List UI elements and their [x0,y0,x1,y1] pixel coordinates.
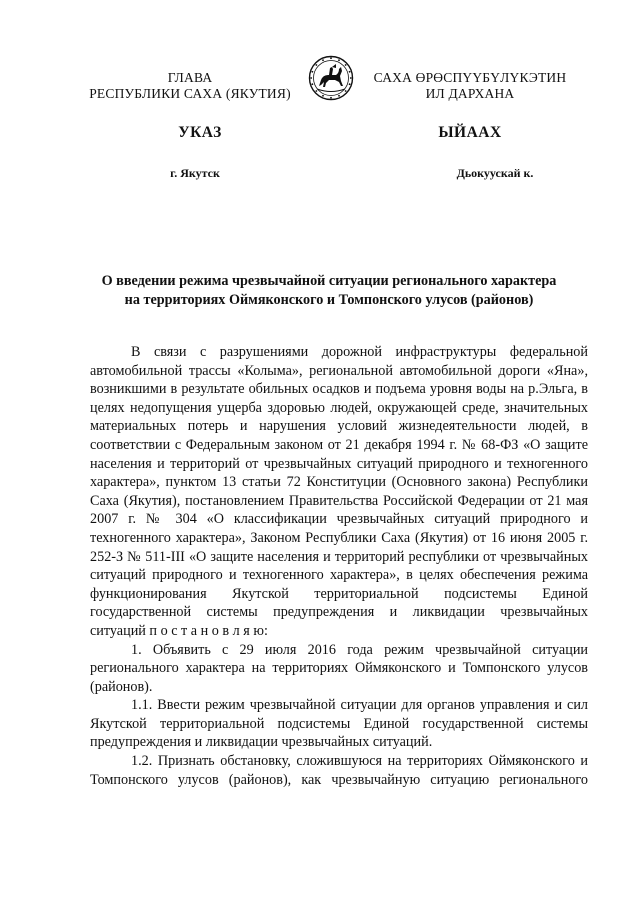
paragraph-item-1-1: 1.1. Ввести режим чрезвычайной ситуации для органов управления и сил Якутской территориальной подсистемы Единой государственной системы предупреждения и ликвидации чрезвычайных ситуаций. [90,697,588,751]
document-body [90,343,588,789]
header-left [70,70,310,102]
header-right-line1: САХА ӨРӨСПҮҮБҮЛҮКЭТИН [373,70,567,85]
header-left-line1: ГЛАВА [167,70,213,85]
city-yakutsk: г. Якутск [170,166,220,180]
title-yyaakh: ЫЙААХ [438,124,502,141]
city-dyokuuskay: Дьокуускай к. [456,166,534,180]
document-title [80,272,578,309]
paragraph-preamble: В связи с разрушениями дорожной инфраструктуры федеральной автомобильной трассы «Колыма», региональной автомобильной дороги «Яна», возникшими в результате обильных осадков и подъема уровня воды на р.Эльга, в целях недопущения ущерба здоровью людей, окружающей среде, значительных материальных потерь и нарушения условий жизнедеятельности людей, в соответствии с Федеральным законом от 21 декабря 1994 г. № 68-ФЗ «О защите населения и территорий от чрезвычайных ситуаций природного и техногенного характера», пунктом 13 статьи 72 Конституции (Основного закона) Республики Саха (Якутия), постановлением Правительства Российской Федерации от 21 мая 2007 г. № 304 «О классификации чрезвычайных ситуаций природного и техногенного характера», Законом Республики Саха (Якутия) от 16 июня 2005 г. 252-З № 511-III «О защите населения и территорий республики от чрезвычайных ситуаций природного и техногенного характера», в целях обеспечения режима функционирования Якутской территориальной подсистемы Единой государственной системы предупреждения и ликвидации чрезвычайных ситуаций п о с т а н о в л я ю: [90,344,588,639]
title-ukaz: УКАЗ [178,124,222,141]
header-right-line2: ИЛ ДАРХАНА [425,86,515,101]
paragraph-item-1-2: 1.2. Признать обстановку, сложившуюся на территориях Оймяконского и Томпонского улусов (районов), как чрезвычайную ситуацию регионального [90,753,588,788]
paragraph-item-1: 1. Объявить с 29 июля 2016 года режим чрезвычайной ситуации регионального характера на территориях Оймяконского и Томпонского улусов (районов). [90,641,588,695]
document-title-line1: О введении режима чрезвычайной ситуации регионального характера [101,273,557,289]
document-title-line2: на территориях Оймяконского и Томпонского улусов (районов) [124,291,534,308]
header-left-line2: РЕСПУБЛИКИ САХА (ЯКУТИЯ) [89,86,291,101]
header-right [330,70,610,102]
